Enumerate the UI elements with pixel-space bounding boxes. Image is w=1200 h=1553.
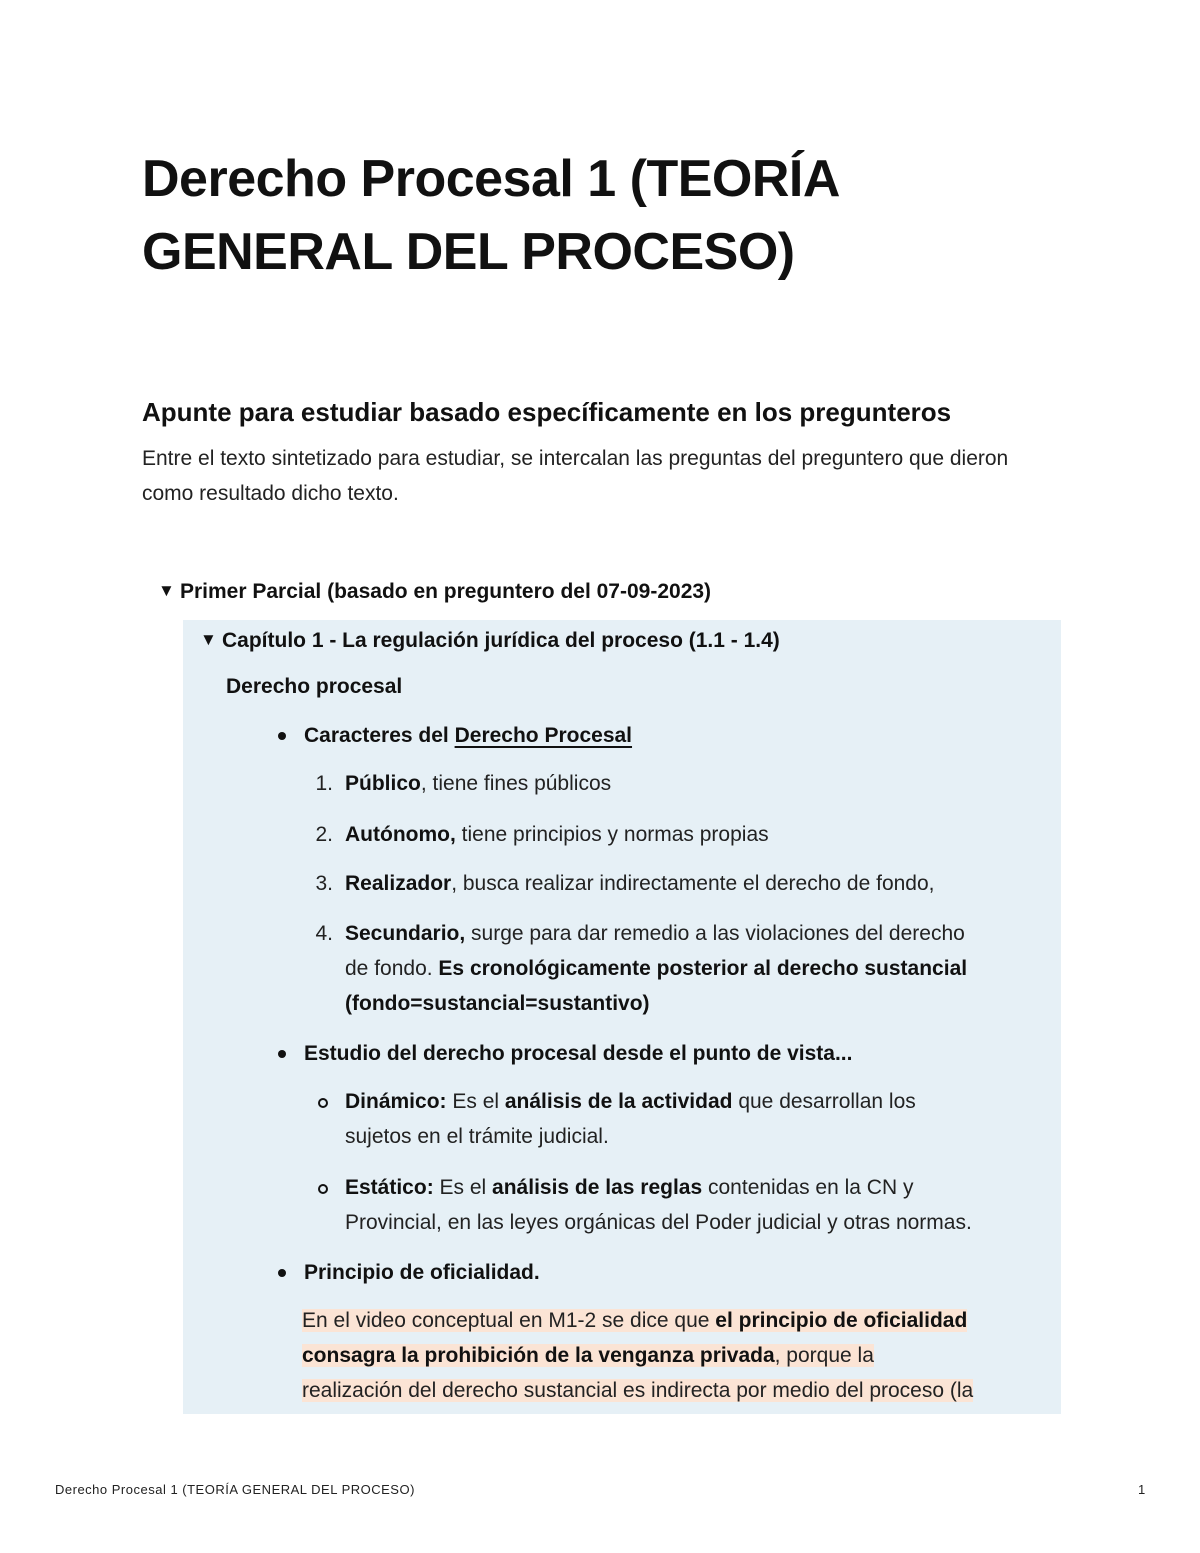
toggle-label: Primer Parcial (basado en preguntero del 07-09-2023)	[180, 580, 712, 603]
highlighted-text: realización del derecho sustancial es indirecta por medio del proceso (la	[302, 1379, 974, 1402]
page-link[interactable]: Derecho Procesal	[454, 724, 633, 747]
triangle-down-icon[interactable]: ▼	[200, 630, 217, 649]
list-item: Secundario, surge para dar remedio a las violaciones del derecho	[345, 922, 965, 945]
list-item: Principio de oficialidad.	[304, 1261, 540, 1284]
section-subtitle: Apunte para estudiar basado específicamente en los pregunteros	[142, 397, 952, 427]
bullet-circle	[318, 1184, 328, 1194]
page-title: Derecho Procesal 1 (TEORÍA GENERAL DEL PROCESO)	[142, 150, 838, 281]
list-number: 1.	[315, 772, 333, 795]
toggle-label: Capítulo 1 - La regulación jurídica del proceso (1.1 - 1.4)	[222, 629, 780, 652]
bullet-dot	[278, 1050, 286, 1058]
list-item-continuation: Provincial, en las leyes orgánicas del Poder judicial y otras normas.	[345, 1211, 972, 1234]
list-item: Público, tiene fines públicos	[345, 772, 612, 795]
list-item: Realizador, busca realizar indirectamente el derecho de fondo,	[345, 872, 935, 895]
section-heading: Derecho procesal	[226, 675, 403, 698]
list-item: Dinámico: Es el análisis de la actividad que desarrollan los	[345, 1090, 916, 1113]
bullet-circle	[318, 1098, 328, 1108]
highlighted-text: consagra la prohibición de la venganza privada, porque la	[302, 1344, 874, 1367]
bullet-dot	[278, 1269, 286, 1277]
intro-paragraph: Entre el texto sintetizado para estudiar, se intercalan las preguntas del preguntero que dieron como resultado dicho texto.	[142, 447, 1009, 505]
list-number: 3.	[315, 872, 333, 895]
list-item-continuation: de fondo. Es cronológicamente posterior al derecho sustancial	[345, 957, 968, 980]
list-number: 2.	[315, 823, 333, 846]
toggle-primer-parcial[interactable]	[158, 576, 711, 607]
list-item-continuation: (fondo=sustancial=sustantivo)	[345, 992, 650, 1015]
toggle-capitulo-1[interactable]	[200, 625, 780, 656]
triangle-down-icon[interactable]: ▼	[158, 581, 175, 600]
list-item: Caracteres del Derecho Procesal	[304, 724, 633, 747]
bullet-dot	[278, 732, 286, 740]
list-item: Estudio del derecho procesal desde el punto de vista...	[304, 1042, 853, 1065]
highlighted-text: En el video conceptual en M1-2 se dice que el principio de oficialidad	[302, 1309, 968, 1332]
list-item-continuation: sujetos en el trámite judicial.	[345, 1125, 609, 1148]
list-number: 4.	[315, 922, 333, 945]
page-number: 1	[1138, 1482, 1146, 1497]
footer-title: Derecho Procesal 1 (TEORÍA GENERAL DEL PROCESO)	[55, 1482, 415, 1497]
list-item: Estático: Es el análisis de las reglas contenidas en la CN y	[345, 1176, 914, 1199]
list-item: Autónomo, tiene principios y normas propias	[345, 823, 769, 846]
